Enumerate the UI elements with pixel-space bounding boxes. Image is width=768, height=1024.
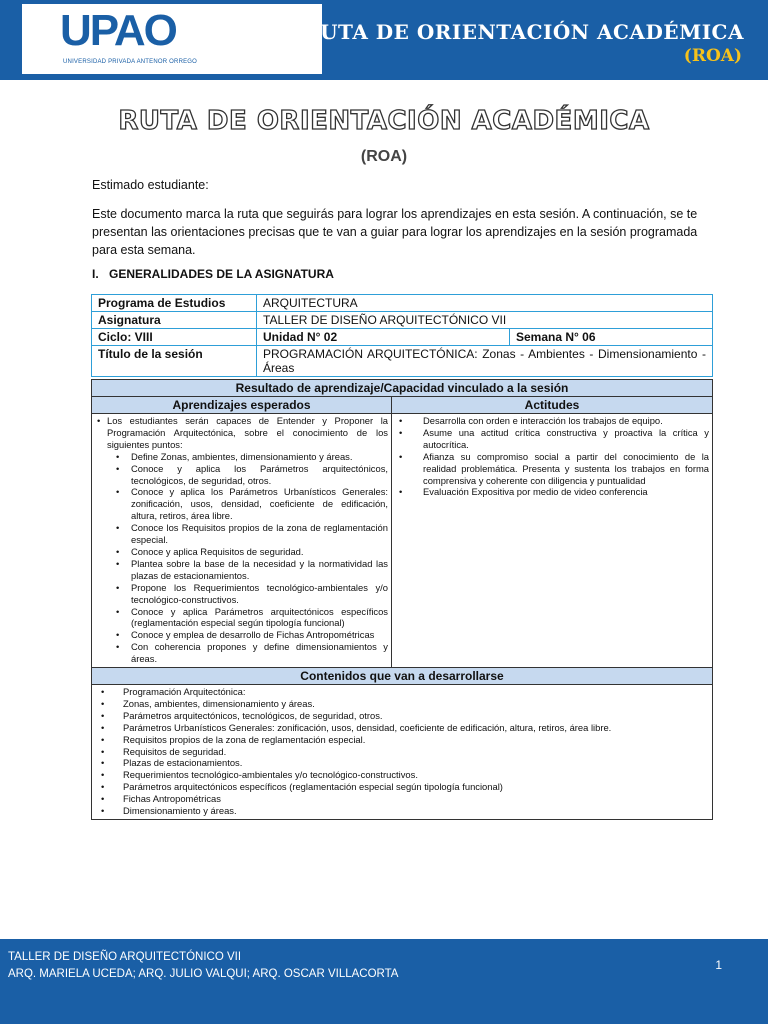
list-item: • Conoce y aplica Parámetros arquitectónicos específicos (reglamentación especial según tipología funcional) (95, 606, 388, 630)
table-row (92, 685, 713, 820)
list-item: • Plantea sobre la base de la necesidad y la normatividad las plazas de estacionamientos. (95, 558, 388, 582)
list-item: • Requerimientos tecnológico-ambientales y/o tecnológico-constructivos. (95, 769, 709, 781)
list-item: • Conoce y aplica Requisitos de seguridad. (95, 546, 388, 558)
logo-wordmark: UPAO (60, 6, 176, 55)
contenidos-list (95, 686, 709, 817)
list-item: • Desarrolla con orden e interacción los trabajos de equipo. (395, 415, 709, 427)
list-item: • Conoce y emplea de desarrollo de Fichas Antropométricas (95, 629, 388, 641)
contenidos-cell (92, 685, 713, 820)
header-subtitle: (ROA) (683, 46, 742, 66)
titulo-value: PROGRAMACIÓN ARQUITECTÓNICA: Zonas - Ambientes - Dimensionamiento - Áreas (257, 346, 713, 377)
aprendizajes-list (95, 415, 388, 665)
list-item: • Parámetros arquitectónicos, tecnológicos, de seguridad, otros. (95, 710, 709, 722)
table-row (92, 329, 713, 346)
table-row (92, 380, 713, 397)
list-item: • Evaluación Expositiva por medio de video conferencia (395, 486, 709, 498)
section-number: I. (92, 267, 99, 281)
list-item: • Parámetros arquitectónicos específicos (reglamentación especial según tipología funcional) (95, 781, 709, 793)
actitudes-list (395, 415, 709, 498)
programa-value: ARQUITECTURA (257, 295, 713, 312)
resultados-table (91, 379, 713, 820)
unidad-cell: Unidad N° 02 (257, 329, 510, 346)
table-row (92, 346, 713, 377)
programa-label: Programa de Estudios (92, 295, 257, 312)
actitudes-cell (392, 414, 713, 668)
list-item: • Requisitos de seguridad. (95, 746, 709, 758)
resultados-header: Resultado de aprendizaje/Capacidad vinculado a la sesión (92, 380, 713, 397)
footer-instructors: ARQ. MARIELA UCEDA; ARQ. JULIO VALQUI; ARQ. OSCAR VILLACORTA (8, 968, 399, 980)
section-heading (92, 267, 334, 281)
table-row (92, 668, 713, 685)
intro-paragraph: Este documento marca la ruta que seguirás para lograr los aprendizajes en esta sesión. A continuación, se te presentan las orientaciones precisas que te van a guiar para lograr los aprendizajes en la sesión programada para esta semana. (92, 207, 698, 257)
list-item: • Requisitos propios de la zona de reglamentación especial. (95, 734, 709, 746)
list-item: • Dimensionamiento y áreas. (95, 805, 709, 817)
list-item: • Los estudiantes serán capaces de Entender y Proponer la Programación Arquitectónica, sobre el conocimiento de los siguientes puntos: (95, 415, 388, 451)
header-title: RUTA DE ORIENTACIÓN ACADÉMICA (302, 20, 744, 44)
list-item: • Programación Arquitectónica: (95, 686, 709, 698)
document-subtitle: (ROA) (360, 148, 408, 165)
list-item: • Conoce y aplica los Parámetros Urbanísticos Generales: zonificación, usos, densidad, coeficiente de edificación, altura, retiros, área libre. (95, 486, 388, 522)
list-item: • Con coherencia propones y define dimensionamientos y áreas. (95, 641, 388, 665)
list-item: • Conoce los Requisitos propios de la zona de reglamentación especial. (95, 522, 388, 546)
list-item: • Conoce y aplica los Parámetros arquitectónicos, tecnológicos, de seguridad, otros. (95, 463, 388, 487)
generalidades-table (91, 294, 713, 377)
contenidos-header: Contenidos que van a desarrollarse (92, 668, 713, 685)
document-title: RUTA DE ORIENTACIÓN ACADÉMICA (118, 106, 650, 136)
list-item: • Fichas Antropométricas (95, 793, 709, 805)
logo-subtitle: UNIVERSIDAD PRIVADA ANTENOR ORREGO (63, 59, 198, 65)
table-row (92, 414, 713, 668)
asignatura-label: Asignatura (92, 312, 257, 329)
list-item: • Parámetros Urbanísticos Generales: zonificación, usos, densidad, coeficiente de edificación, altura, retiros, área libre. (95, 722, 709, 734)
list-item: • Asume una actitud crítica constructiva y proactiva la crítica y autocrítica. (395, 427, 709, 451)
table-row (92, 312, 713, 329)
asignatura-value: TALLER DE DISEÑO ARQUITECTÓNICO VII (257, 312, 713, 329)
titulo-label: Título de la sesión (92, 346, 257, 377)
upao-logo (22, 4, 322, 74)
greeting: Estimado estudiante: (92, 178, 209, 192)
list-item: • Zonas, ambientes, dimensionamiento y áreas. (95, 698, 709, 710)
list-item: • Propone los Requerimientos tecnológico-ambientales y/o tecnológico-constructivos. (95, 582, 388, 606)
list-item: • Define Zonas, ambientes, dimensionamiento y áreas. (95, 451, 388, 463)
actitudes-header: Actitudes (392, 397, 713, 414)
page-header (0, 0, 768, 80)
aprendizajes-cell (92, 414, 392, 668)
ciclo-cell: Ciclo: VIII (92, 329, 257, 346)
page-footer (0, 939, 768, 1024)
page-number: 1 (715, 958, 722, 972)
semana-cell: Semana N° 06 (510, 329, 713, 346)
list-item: • Afianza su compromiso social a partir del conocimiento de la realidad problemática. Presenta y sustenta los trabajos en forma comprensiva y coherente con diligencia y puntualidad (395, 451, 709, 487)
table-row (92, 397, 713, 414)
table-row (92, 295, 713, 312)
list-item: • Plazas de estacionamientos. (95, 757, 709, 769)
footer-course: TALLER DE DISEÑO ARQUITECTÓNICO VII (8, 951, 242, 963)
aprendizajes-header: Aprendizajes esperados (92, 397, 392, 414)
section-title: GENERALIDADES DE LA ASIGNATURA (109, 267, 334, 281)
